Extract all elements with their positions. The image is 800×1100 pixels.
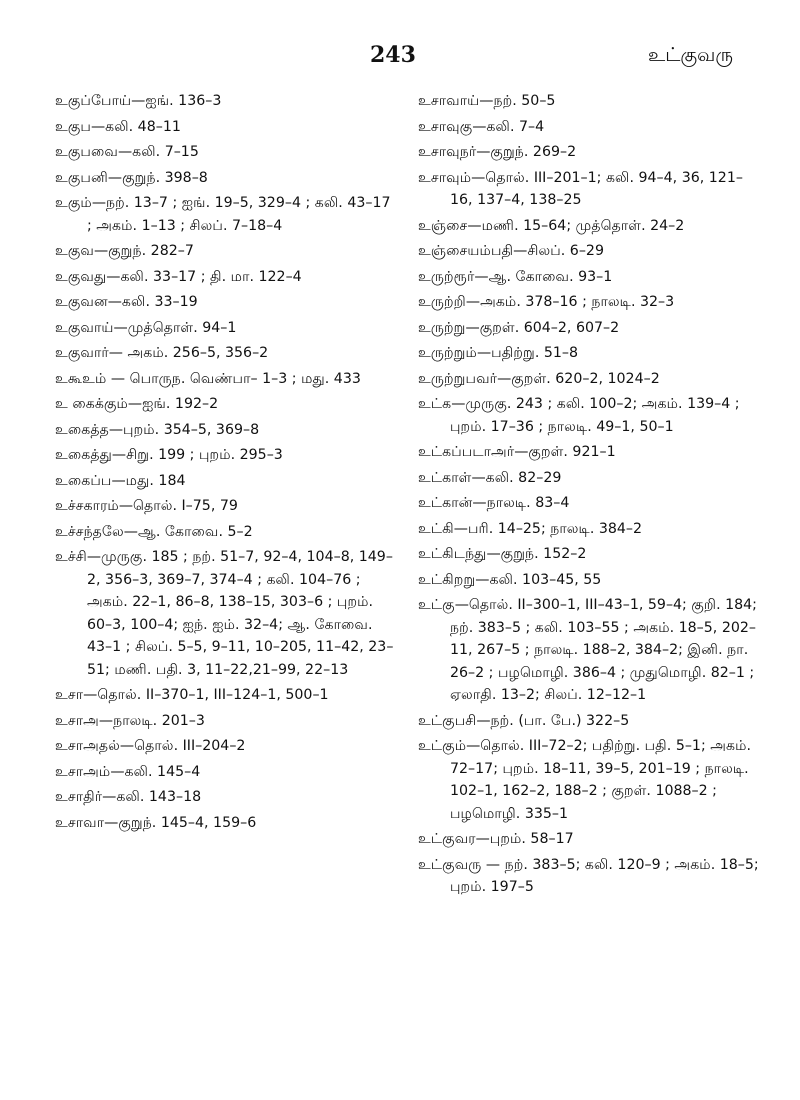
index-entry: உட்க—முருகு. 243 ; கலி. 100–2; அகம். 139–4 ; புறம். 17–36 ; நாலடி. 49–1, 50–1	[418, 396, 740, 435]
page-number: 243	[370, 42, 416, 68]
index-entry: உட்கும்—தொல். III–72–2; பதிற்று. பதி. 5–1; அகம். 72–17; புறம். 18–11, 39–5, 201–19 ; நாலடி. 102–1, 162–2, 188–2 ; குறள். 1088–2 ; பழமொழி. 335–1	[418, 738, 752, 822]
index-entry: உசாவுகு—கலி. 7–4	[418, 118, 545, 135]
index-entry: உச்சகாரம்—தொல். I–75, 79	[55, 498, 238, 514]
index-entry: உட்கி—பரி. 14–25; நாலடி. 384–2	[418, 520, 643, 537]
index-entry: உஞ்சை—மணி. 15–64; முத்தொள். 24–2	[418, 217, 685, 234]
index-entry: உட்கு—தொல். II–300–1, III–43–1, 59–4; குறி. 184; நற். 383–5 ; கலி. 103–55 ; அகம். 18–5, 202–11, 267–5 ; நாலடி. 188–2, 384–2; இனி. நா. 26–2 ; பழமொழி. 386–4 ; முதுமொழி. 82–1 ; ஏலாதி. 13–2; சிலப். 12–12–1	[418, 597, 757, 703]
index-entry: உகுவது—கலி. 33–17 ; தி. மா. 122–4	[55, 268, 302, 285]
index-entry: உச்சந்தலே—ஆ. கோவை. 5–2	[55, 523, 253, 540]
index-entry: உருற்றி—அகம். 378–16 ; நாலடி. 32–3	[418, 294, 675, 310]
running-head: உட்குவரு	[648, 44, 733, 66]
index-entry: உசாவா—குறுந். 145–4, 159–6	[55, 814, 257, 831]
index-entry: உட்கப்படாஅர்—குறள். 921–1	[418, 444, 616, 460]
index-entry: உசாவாய்—நற். 50–5	[418, 93, 556, 109]
index-entry: உகும்—நற். 13–7 ; ஐங். 19–5, 329–4 ; கலி. 43–17 ; அகம். 1–13 ; சிலப். 7–18–4	[55, 195, 391, 234]
index-entry: உருற்று—குறள். 604–2, 607–2	[418, 319, 620, 336]
index-entry: உசாஅதல்—தொல். III–204–2	[55, 738, 246, 754]
index-entry: உகுபவை—கலி. 7–15	[55, 144, 199, 160]
index-entry: உசாவும்—தொல். III–201–1; கலி. 94–4, 36, 121–16, 137–4, 138–25	[418, 169, 743, 208]
left-column	[55, 90, 395, 837]
index-entry: உகுவ—குறுந். 282–7	[55, 243, 194, 259]
index-entry: உசாதிர்—கலி. 143–18	[55, 789, 202, 805]
index-entry: உகுவாய்—முத்தொள். 94–1	[55, 319, 237, 336]
index-entry: உட்கான்—நாலடி. 83–4	[418, 495, 570, 511]
index-entry: உசாஅ—நாலடி. 201–3	[55, 712, 205, 729]
index-entry: உகுப—கலி. 48–11	[55, 118, 181, 135]
index-entry: உஞ்சையம்பதி—சிலப். 6–29	[418, 243, 604, 259]
index-entry: உகுபனி—குறுந். 398–8	[55, 169, 208, 186]
index-entry: உட்கிடந்து—குறுந். 152–2	[418, 546, 587, 562]
index-entry: உருற்றும்—பதிற்று. 51–8	[418, 345, 579, 361]
right-column	[418, 90, 763, 902]
index-entry: உருற்றுபவர்—குறள். 620–2, 1024–2	[418, 370, 660, 387]
index-entry: உகைப்ப—மது. 184	[55, 472, 186, 489]
index-entry: உசாஅம்—கலி. 145–4	[55, 763, 201, 780]
index-entry: உகுவார்— அகம். 256–5, 356–2	[55, 345, 269, 361]
index-entry: உட்குபசி—நற். (பா. பே.) 322–5	[418, 712, 630, 729]
index-entry: உகுப்போய்—ஐங். 136–3	[55, 93, 222, 109]
index-entry: உட்கிறறு—கலி. 103–45, 55	[418, 571, 602, 588]
index-entry: உட்காள்—கலி. 82–29	[418, 469, 562, 486]
index-entry: உகைத்து—சிறு. 199 ; புறம். 295–3	[55, 447, 283, 463]
index-entry: உசா—தொல். II–370–1, III–124–1, 500–1	[55, 687, 329, 703]
index-entry: உகூஉம் — பொருந. வெண்பா– 1–3 ; மது. 433	[55, 370, 361, 387]
index-entry: உட்குவரு — நற். 383–5; கலி. 120–9 ; அகம். 18–5; புறம். 197–5	[418, 856, 759, 895]
index-entry: உகைத்த—புறம். 354–5, 369–8	[55, 421, 260, 438]
index-entry: உட்குவர—புறம். 58–17	[418, 831, 574, 847]
index-entry: உ கைக்கும்—ஐங். 192–2	[55, 396, 219, 412]
index-entry: உருற்ரூர்—ஆ. கோவை. 93–1	[418, 268, 613, 285]
index-entry: உச்சி—முருகு. 185 ; நற். 51–7, 92–4, 104–8, 149–2, 356–3, 369–7, 374–4 ; கலி. 104–76 ; அகம். 22–1, 86–8, 138–15, 303–6 ; புறம். 60–3, 100–4; ஐந். ஐம். 32–4; ஆ. கோவை. 43–1 ; சிலப். 5–5, 9–11, 10–205, 11–42, 23–51; மணி. பதி. 3, 11–22,21–99, 22–13	[55, 549, 394, 678]
index-entry: உசாவுநர்—குறுந். 269–2	[418, 144, 577, 160]
index-entry: உகுவன—கலி. 33–19	[55, 294, 198, 310]
